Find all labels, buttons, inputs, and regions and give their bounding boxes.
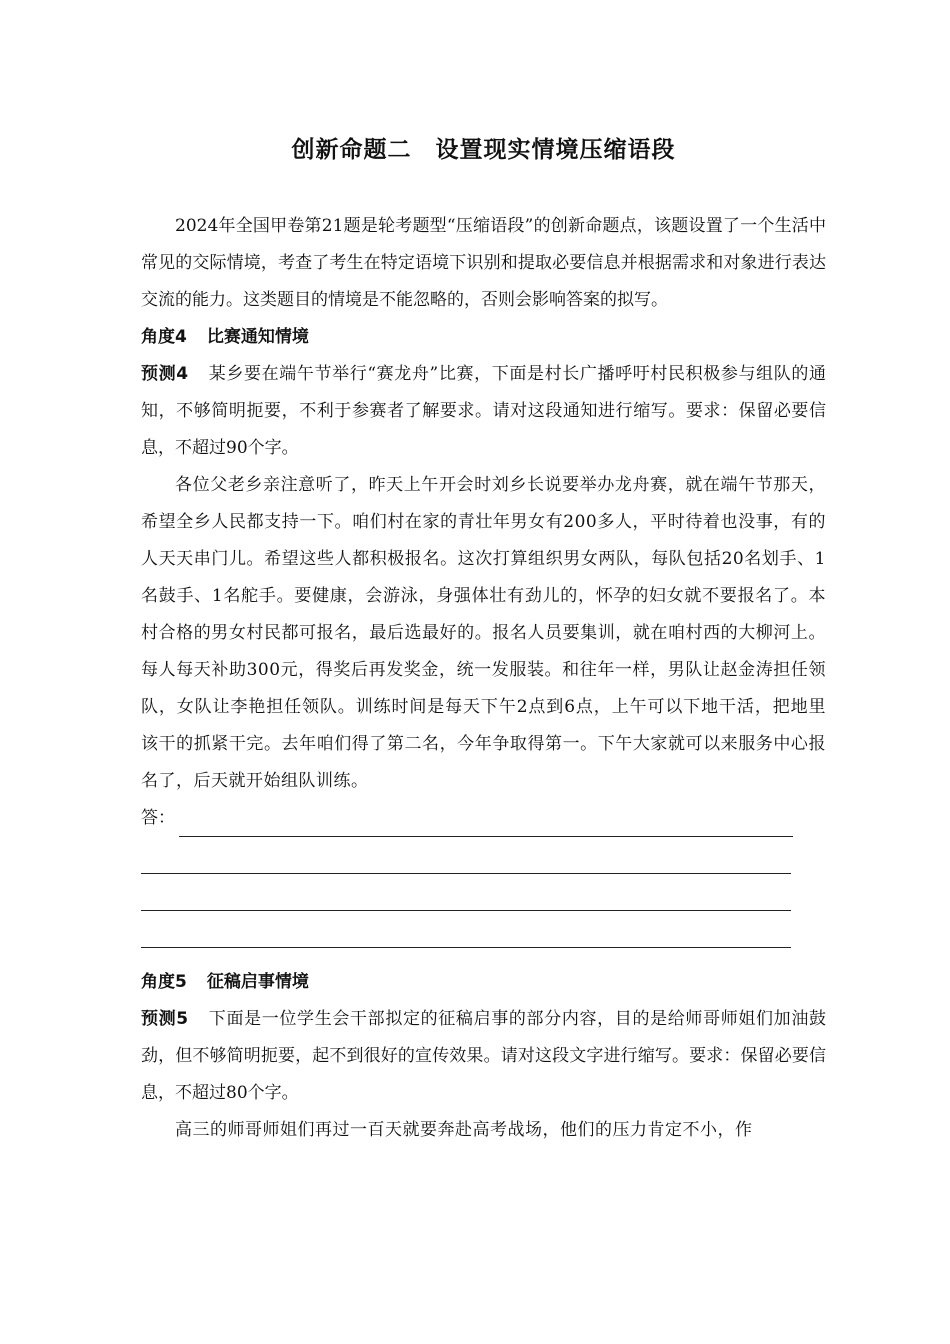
answer-label: 答： [141,808,175,828]
answer-rule [141,886,791,911]
prediction5-prompt-text: 下面是一位学生会干部拟定的征稿启事的部分内容，目的是给师哥师姐们加油鼓劲，但不够简明扼要，起不到很好的宣传效果。请对这段文字进行缩写。要求：保留必要信息，不超过80个字。 [141,1009,826,1103]
prediction4-answer-area[interactable] [141,800,826,948]
prediction5-passage: 高三的师哥师姐们再过一百天就要奔赴高考战场，他们的压力肯定不小，作 [175,1120,753,1140]
angle5-heading [141,964,826,1001]
answer-rule [141,923,791,948]
angle4-label: 角度4 [141,327,187,347]
angle5-label: 角度5 [141,972,187,992]
intro-paragraph: 2024年全国甲卷第21题是轮考题型“压缩语段”的创新命题点，该题设置了一个生活中常见的交际情境，考查了考生在特定语境下识别和提取必要信息并根据需求和对象进行表达交流的能力。这类题目的情境是不能忽略的，否则会影响答案的拟写。 [141,216,826,310]
answer-line-3[interactable] [141,874,826,911]
prediction5-label: 预测5 [141,1009,189,1029]
angle4-heading [141,319,826,356]
page-title: 创新命题二 设置现实情境压缩语段 [291,137,676,163]
document-page [141,130,826,1149]
answer-rule [141,849,791,874]
prediction4-passage: 各位父老乡亲注意听了，昨天上午开会时刘乡长说要举办龙舟赛，就在端午节那天，希望全乡人民都支持一下。咱们村在家的青壮年男女有200多人，平时待着也没事，有的人天天串门儿。希望这些人都积极报名。这次打算组织男女两队，每队包括20名划手、1名鼓手、1名舵手。要健康，会游泳，身强体壮有劲儿的，怀孕的妇女就不要报名了。本村合格的男女村民都可报名，最后选最好的。报名人员要集训，就在咱村西的大柳河上。每人每天补助300元，得奖后再发奖金，统一发服装。和往年一样，男队让赵金涛担任领队，女队让李艳担任领队。训练时间是每天下午2点到6点，上午可以下地干活，把地里该干的抓紧干完。去年咱们得了第二名，今年争取得第一。下午大家就可以来服务中心报名了，后天就开始组队训练。 [141,475,826,791]
answer-rule [179,812,793,837]
prediction4-prompt [141,356,826,467]
answer-line-1[interactable] [141,800,826,837]
angle5-title: 征稿启事情境 [206,972,309,992]
prediction4-label: 预测4 [141,364,189,384]
prediction5-prompt [141,1001,826,1112]
answer-line-4[interactable] [141,911,826,948]
angle4-title: 比赛通知情境 [206,327,309,347]
prediction4-prompt-text: 某乡要在端午节举行“赛龙舟”比赛，下面是村长广播呼吁村民积极参与组队的通知，不够简明扼要，不利于参赛者了解要求。请对这段通知进行缩写。要求：保留必要信息，不超过90个字。 [141,364,826,458]
answer-line-2[interactable] [141,837,826,874]
